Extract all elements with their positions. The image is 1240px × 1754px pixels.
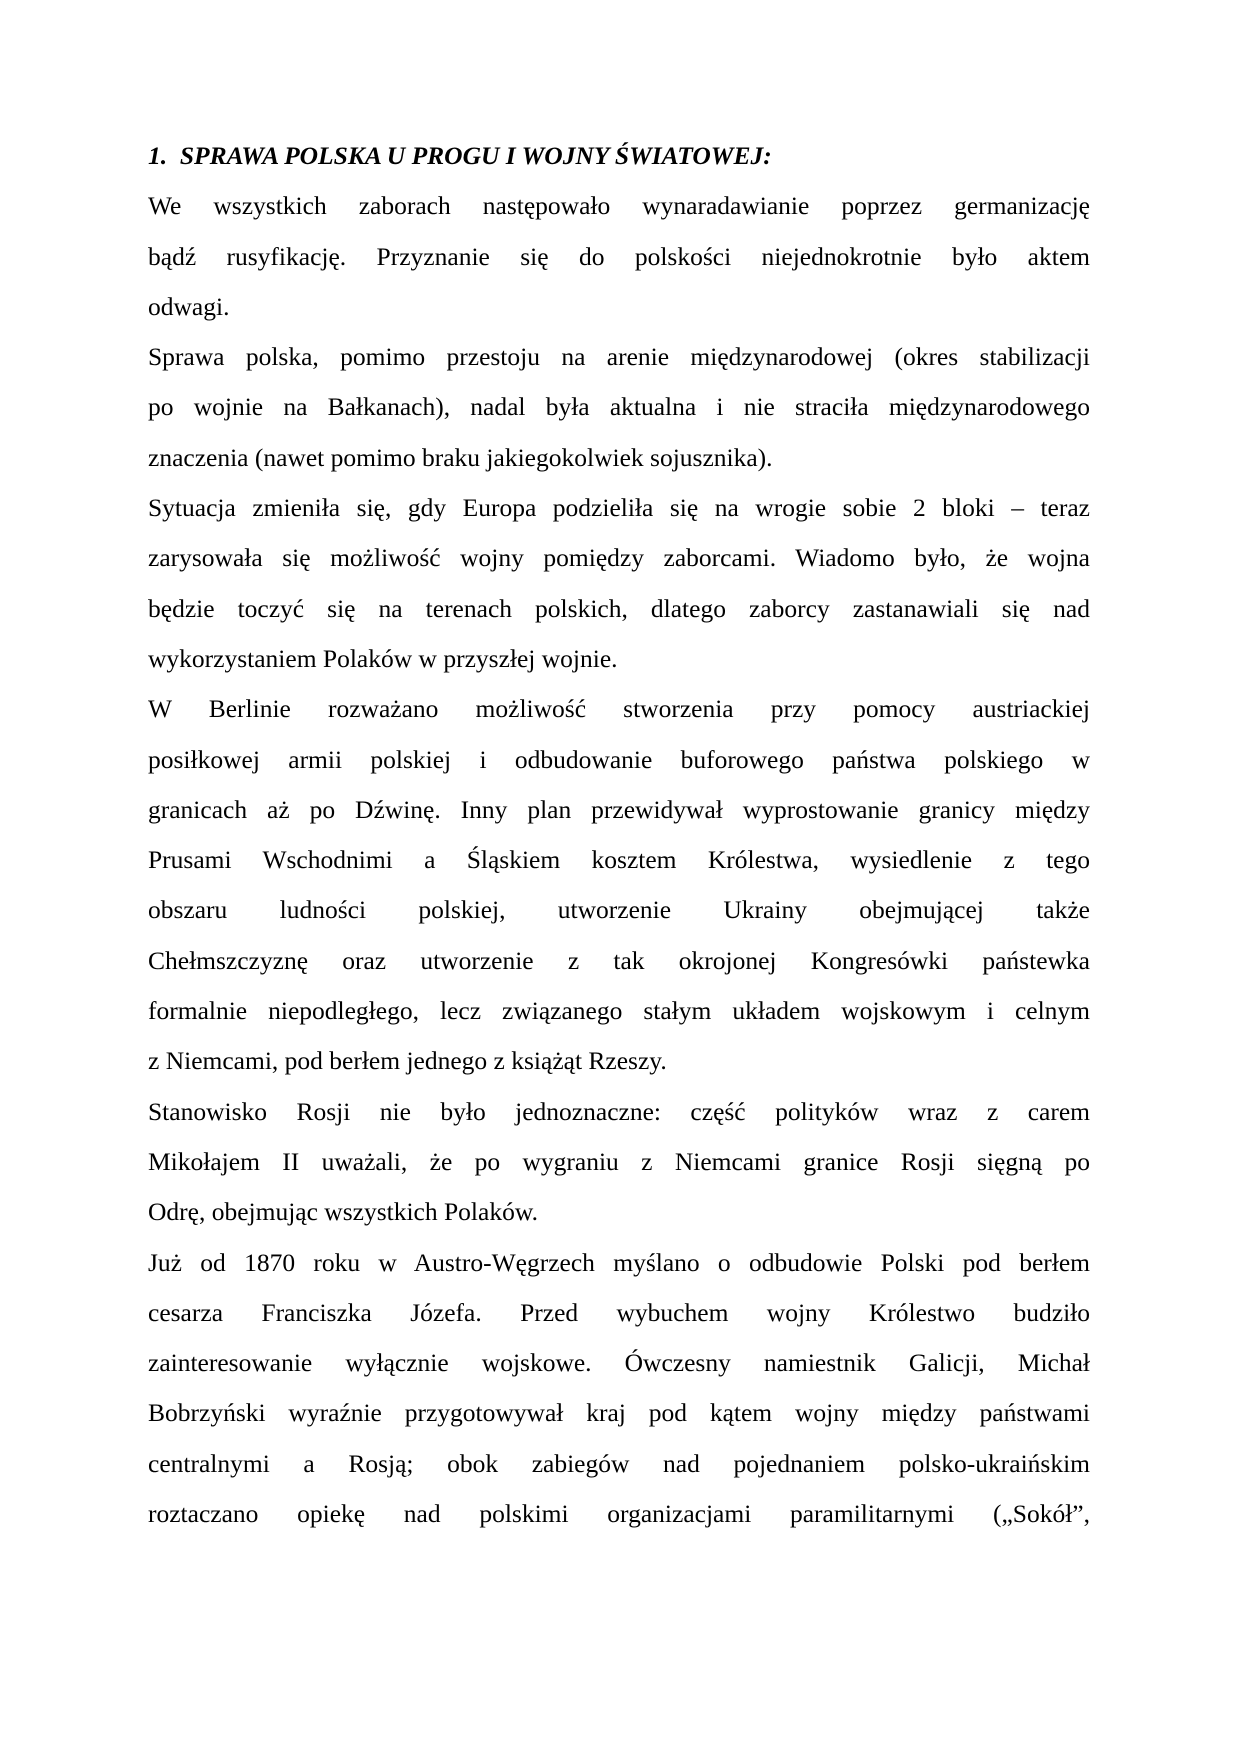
text-line: wykorzystaniem Polaków w przyszłej wojnie. — [148, 643, 618, 673]
text-line: z Niemcami, pod berłem jednego z książąt Rzeszy. — [148, 1046, 667, 1076]
text-line: Już od 1870 roku w Austro-Węgrzech myślano o odbudowie Polski pod berłem — [148, 1247, 1090, 1277]
paragraph — [148, 1087, 1090, 1238]
text-line: Mikołajem II uważali, że po wygraniu z Niemcami granice Rosji sięgną po — [148, 1146, 1090, 1176]
text-line: Sprawa polska, pomimo przestoju na arenie międzynarodowej (okres stabilizacji — [148, 342, 1090, 372]
text-line: Odrę, obejmując wszystkich Polaków. — [148, 1197, 538, 1227]
text-line: po wojnie na Bałkanach), nadal była aktualna i nie straciła międzynarodowego — [148, 392, 1090, 422]
paragraph — [148, 181, 1090, 332]
text-line: zainteresowanie wyłącznie wojskowe. Ówczesny namiestnik Galicji, Michał — [148, 1348, 1090, 1378]
text-line: Stanowisko Rosji nie było jednoznaczne: część polityków wraz z carem — [148, 1096, 1090, 1126]
document-body — [148, 181, 1090, 1539]
text-line: W Berlinie rozważano możliwość stworzenia przy pomocy austriackiej — [148, 694, 1090, 724]
text-line: cesarza Franciszka Józefa. Przed wybuchem wojny Królestwo budziło — [148, 1297, 1090, 1327]
paragraph — [148, 332, 1090, 483]
text-line: znaczenia (nawet pomimo braku jakiegokolwiek sojusznika). — [148, 442, 773, 472]
text-line: We wszystkich zaborach następowało wynaradawianie poprzez germanizację — [148, 191, 1090, 221]
paragraph — [148, 1238, 1090, 1540]
paragraph — [148, 684, 1090, 1086]
text-line: Prusami Wschodnimi a Śląskiem kosztem Królestwa, wysiedlenie z tego — [148, 845, 1090, 875]
text-line: obszaru ludności polskiej, utworzenie Ukrainy obejmującej także — [148, 895, 1090, 925]
text-line: granicach aż po Dźwinę. Inny plan przewidywał wyprostowanie granicy między — [148, 794, 1090, 824]
text-line: posiłkowej armii polskiej i odbudowanie buforowego państwa polskiego w — [148, 744, 1090, 774]
paragraph — [148, 483, 1090, 684]
text-line: roztaczano opiekę nad polskimi organizacjami paramilitarnymi („Sokół”, — [148, 1499, 1090, 1529]
text-line: zarysowała się możliwość wojny pomiędzy zaborcami. Wiadomo było, że wojna — [148, 543, 1090, 573]
text-line: formalnie niepodległego, lecz związanego stałym układem wojskowym i celnym — [148, 996, 1090, 1026]
text-line: Chełmszczyznę oraz utworzenie z tak okrojonej Kongresówki państewka — [148, 945, 1090, 975]
text-line: bądź rusyfikację. Przyznanie się do polskości niejednokrotnie było aktem — [148, 241, 1090, 271]
text-line: centralnymi a Rosją; obok zabiegów nad pojednaniem polsko-ukraińskim — [148, 1448, 1090, 1478]
text-line: będzie toczyć się na terenach polskich, dlatego zaborcy zastanawiali się nad — [148, 593, 1090, 623]
document-page — [148, 131, 1090, 1539]
text-line: Bobrzyński wyraźnie przygotowywał kraj pod kątem wojny między państwami — [148, 1398, 1090, 1428]
section-heading: 1. SPRAWA POLSKA U PROGU I WOJNY ŚWIATOWEJ: — [148, 141, 772, 170]
text-line: Sytuacja zmieniła się, gdy Europa podzieliła się na wrogie sobie 2 bloki – teraz — [148, 493, 1090, 523]
text-line: odwagi. — [148, 291, 230, 321]
